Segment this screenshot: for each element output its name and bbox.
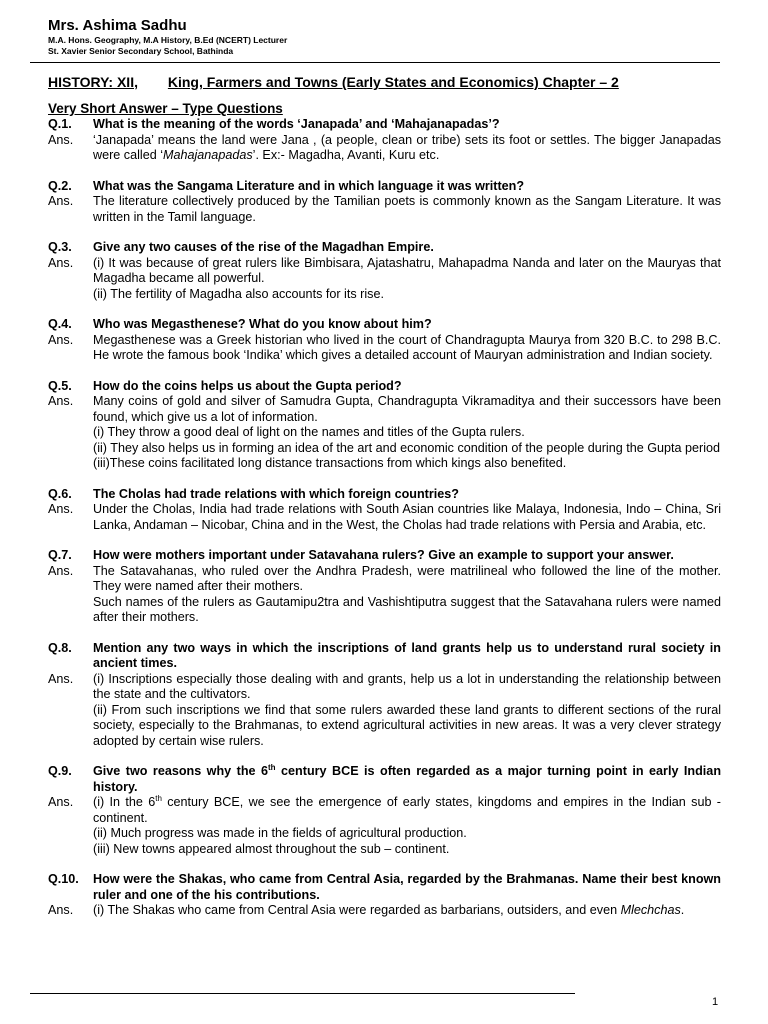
- title-chapter: King, Farmers and Towns (Early States and Economics) Chapter – 2: [167, 74, 619, 90]
- question-row: [48, 117, 721, 133]
- question-text: Give any two causes of the rise of the Magadhan Empire.: [93, 240, 434, 254]
- question-text: The Cholas had trade relations with which foreign countries?: [93, 486, 459, 501]
- answer-label: Ans.: [48, 132, 74, 147]
- answer-text: The Satavahanas, who ruled over the Andhra Pradesh, were matrilineal who followed the line of the mother. They were named after their mothers. Such names of the rulers as Gautamipu2tra and Vashishtiputra suggest that the Satavahana rulers were named after their mothers.: [93, 563, 721, 624]
- answer-text: Under the Cholas, India had trade relations with South Asian countries like Malaya, Indonesia, Indo – China, Sri Lanka, Andaman – Nicobar, China and in the West, the Cholas had trade relations with Persia and Arabia, etc.: [93, 502, 721, 532]
- answer-label: Ans.: [48, 563, 74, 578]
- question-text: How do the coins helps us about the Gupta period?: [93, 378, 402, 393]
- question-list: [48, 117, 721, 934]
- qa-block: [48, 240, 721, 302]
- answer-row: [48, 903, 721, 919]
- qa-block: [48, 872, 721, 919]
- answer-text: (i) It was because of great rulers like Bimbisara, Ajatashatru, Mahapadma Nanda and later on the Mauryas that Magadha became all powerful. (ii) The fertility of Magadha also accounts for its rise.: [93, 255, 721, 301]
- question-row: [48, 764, 721, 795]
- question-row: [48, 487, 721, 503]
- answer-label: Ans.: [48, 394, 74, 408]
- qa-block: [48, 379, 721, 472]
- question-text: What was the Sangama Literature and in which language it was written?: [93, 178, 525, 193]
- qa-block: [48, 317, 721, 364]
- qa-block: [48, 487, 721, 534]
- answer-label: Ans.: [48, 194, 74, 208]
- question-text: How were mothers important under Satavahana rulers? Give an example to support your answer.: [93, 548, 674, 562]
- header-divider: [30, 62, 720, 63]
- answer-row: [48, 502, 721, 533]
- answer-row: [48, 256, 721, 303]
- question-text: What is the meaning of the words ‘Janapada’ and ‘Mahajanapadas’?: [93, 117, 500, 131]
- answer-row: [48, 194, 721, 225]
- author-name: Mrs. Ashima Sadhu: [48, 17, 187, 34]
- footer-divider: [30, 993, 575, 994]
- question-number: Q.6.: [48, 486, 72, 501]
- answer-text: Many coins of gold and silver of Samudra Gupta, Chandragupta Vikramaditya and their successors have been found, which give us a lot of information. (i) They throw a good deal of light on the names and titles of the Gupta rulers. (ii) They also helps us in forming an idea of the art and economic condition of the people during the Gupta period (iii)These coins facilitated long distance transactions from which kings also benefited.: [93, 394, 721, 470]
- answer-label: Ans.: [48, 903, 74, 917]
- qa-block: [48, 117, 721, 164]
- answer-label: Ans.: [48, 502, 74, 516]
- answer-label: Ans.: [48, 671, 74, 686]
- section-heading: Very Short Answer – Type Questions: [48, 101, 283, 116]
- qa-block: [48, 179, 721, 226]
- question-text: How were the Shakas, who came from Central Asia, regarded by the Brahmanas. Name their best known ruler and one of the his contributions.: [93, 872, 721, 902]
- question-number: Q.4.: [48, 317, 72, 331]
- school-name: St. Xavier Senior Secondary School, Bathinda: [48, 46, 234, 56]
- answer-row: [48, 795, 721, 857]
- answer-label: Ans.: [48, 255, 74, 270]
- answer-row: [48, 564, 721, 626]
- answer-text: Megasthenese was a Greek historian who lived in the court of Chandragupta Maurya from 320 B.C. to 298 B.C. He wrote the famous book ‘Indika’ which gives a detailed account of Mauryan administration and Indian society.: [93, 332, 721, 362]
- answer-text: The literature collectively produced by the Tamilian poets is commonly known as the Sangam Literature. It was written in the Tamil language.: [93, 194, 721, 224]
- question-row: [48, 317, 721, 333]
- author-qualification: M.A. Hons. Geography, M.A History, B.Ed (NCERT) Lecturer: [48, 35, 288, 45]
- question-text: Who was Megasthenese? What do you know about him?: [93, 317, 432, 331]
- question-number: Q.1.: [48, 117, 72, 131]
- question-row: [48, 379, 721, 395]
- page-number: 1: [712, 996, 719, 1008]
- question-number: Q.9.: [48, 764, 72, 778]
- qa-block: [48, 641, 721, 750]
- question-number: Q.5.: [48, 378, 72, 393]
- question-number: Q.2.: [48, 178, 72, 193]
- answer-text: (i) Inscriptions especially those dealing with and grants, help us a lot in understanding the relationship between the state and the cultivators. (ii) From such inscriptions we find that some rulers awarded these land grants to different sections of the rural society, especially to the Brahmanas, to extend agricultural activities in new areas. It was a very clever strategy adopted by certain wise rulers.: [93, 671, 721, 748]
- answer-row: [48, 333, 721, 364]
- question-row: [48, 240, 721, 256]
- question-number: Q.3.: [48, 240, 72, 254]
- qa-block: [48, 764, 721, 857]
- answer-text: (i) In the 6th century BCE, we see the emergence of early states, kingdoms and empires in the Indian sub - continent. (ii) Much progress was made in the fields of agricultural production. (iii) New towns appeared almost throughout the sub – continent.: [93, 793, 721, 856]
- question-text: Give two reasons why the 6th century BCE is often regarded as a major turning point in early Indian history.: [93, 762, 722, 794]
- document-title: [48, 73, 619, 91]
- document-header: [48, 16, 728, 57]
- question-row: [48, 548, 721, 564]
- answer-text: ‘Janapada’ means the land were Jana , (a people, clean or tribe) sets its foot or settles. The bigger Janapadas were called ‘Mahajanapadas’. Ex:- Magadha, Avanti, Kuru etc.: [93, 132, 721, 162]
- question-row: [48, 641, 721, 672]
- answer-row: [48, 133, 721, 164]
- question-text: Mention any two ways in which the inscriptions of land grants help us to understand rural society in ancient times.: [93, 640, 721, 670]
- answer-row: [48, 394, 721, 472]
- question-row: [48, 872, 721, 903]
- question-number: Q.10.: [48, 872, 79, 886]
- qa-block: [48, 548, 721, 626]
- answer-row: [48, 672, 721, 750]
- question-number: Q.8.: [48, 640, 72, 655]
- title-subject: HISTORY: XII,: [48, 74, 138, 90]
- question-row: [48, 179, 721, 195]
- answer-text: (i) The Shakas who came from Central Asia were regarded as barbarians, outsiders, and even Mlechchas.: [93, 903, 685, 917]
- question-number: Q.7.: [48, 548, 72, 562]
- answer-label: Ans.: [48, 795, 74, 809]
- answer-label: Ans.: [48, 332, 74, 347]
